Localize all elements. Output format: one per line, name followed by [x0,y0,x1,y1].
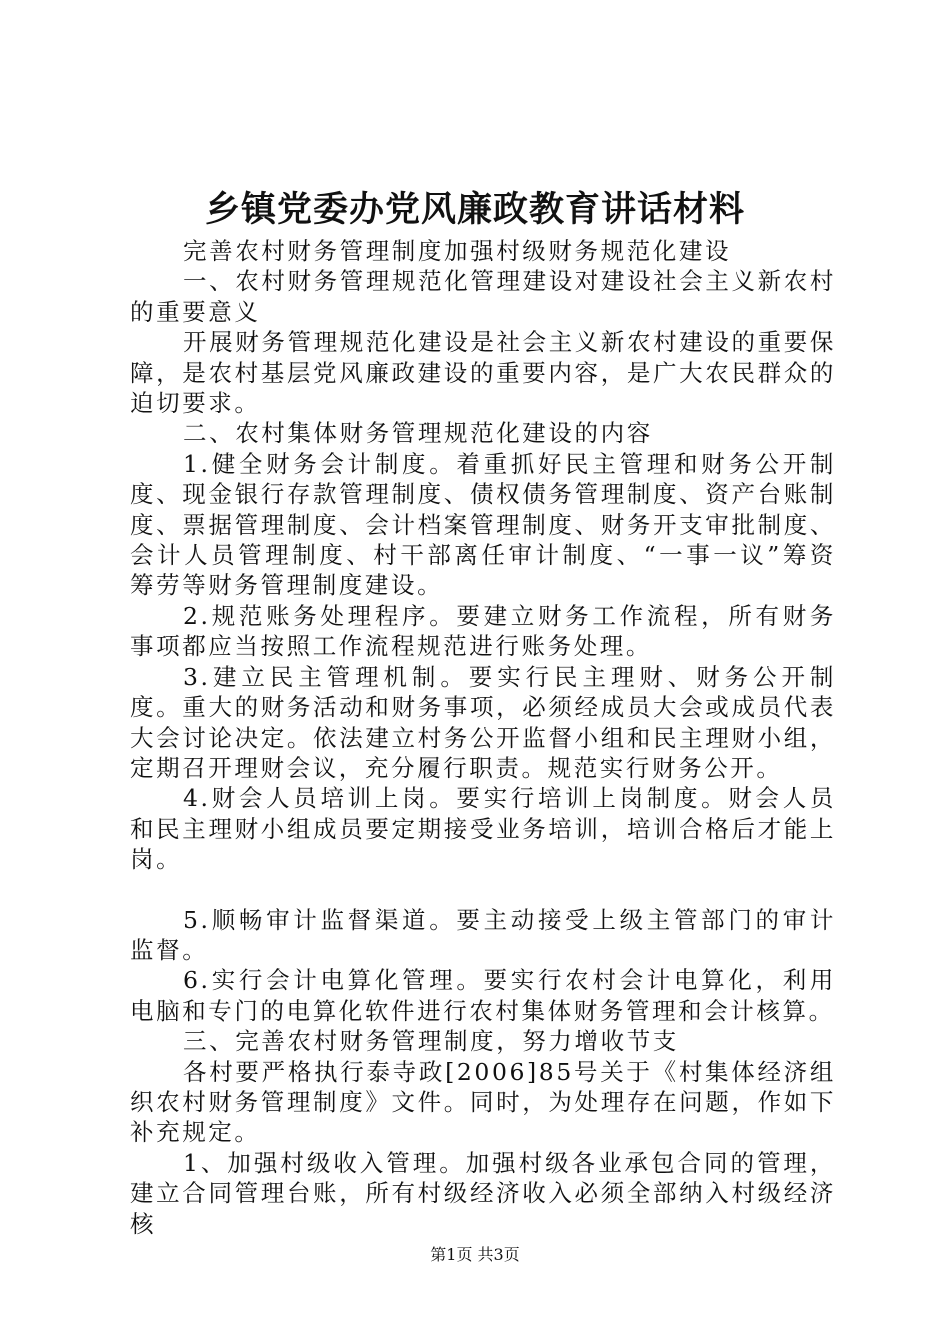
document-body [130,236,836,1239]
page-number: 第1页 共3页 [430,1245,520,1264]
paragraph-section-2-heading: 二、农村集体财务管理规范化建设的内容 [183,419,653,448]
page-title: 乡镇党委办党风廉政教育讲话材料 [204,190,745,230]
paragraph: 各村要严格执行泰寺政[2006]85号关于《村集体经济组织农村财务管理制度》文件。同时，为处理存在问题，作如下补充规定。 [130,1057,836,1147]
paragraph-item-3: 3.建立民主管理机制。要实行民主理财、财务公开制度。重大的财务活动和财务事项，必须经成员大会或成员代表大会讨论决定。依法建立村务公开监督小组和民主理财小组，定期召开理财会议，充分履行职责。规范实行财务公开。 [130,662,836,782]
paragraph-rule-1: 1、加强村级收入管理。加强村级各业承包合同的管理，建立合同管理台账，所有村级经济收入必须全部纳入村级经济核 [130,1148,836,1238]
paragraph-item-2: 2.规范账务处理程序。要建立财务工作流程，所有财务事项都应当按照工作流程规范进行账务处理。 [130,601,836,661]
paragraph-item-1: 1.健全财务会计制度。着重抓好民主管理和财务公开制度、现金银行存款管理制度、债权债务管理制度、资产台账制度、票据管理制度、会计档案管理制度、财务开支审批制度、会计人员管理制度、村干部离任审计制度、“一事一议”筹资筹劳等财务管理制度建设。 [130,449,836,600]
paragraph-item-5: 5.顺畅审计监督渠道。要主动接受上级主管部门的审计监督。 [130,905,836,964]
paragraph-section-3-heading: 三、完善农村财务管理制度，努力增收节支 [183,1027,679,1056]
paragraph: 开展财务管理规范化建设是社会主义新农村建设的重要保障，是农村基层党风廉政建设的重要内容，是广大农民群众的迫切要求。 [130,328,836,418]
paragraph-section-1-heading: 一、农村财务管理规范化管理建设对建设社会主义新农村的重要意义 [130,267,836,326]
paragraph-item-4: 4.财会人员培训上岗。要实行培训上岗制度。财会人员和民主理财小组成员要定期接受业务培训，培训合格后才能上岗。 [130,784,836,874]
paragraph-subtitle: 完善农村财务管理制度加强村级财务规范化建设 [183,237,732,265]
paragraph-item-6: 6.实行会计电算化管理。要实行农村会计电算化，利用电脑和专门的电算化软件进行农村集体财务管理和会计核算。 [130,966,836,1025]
